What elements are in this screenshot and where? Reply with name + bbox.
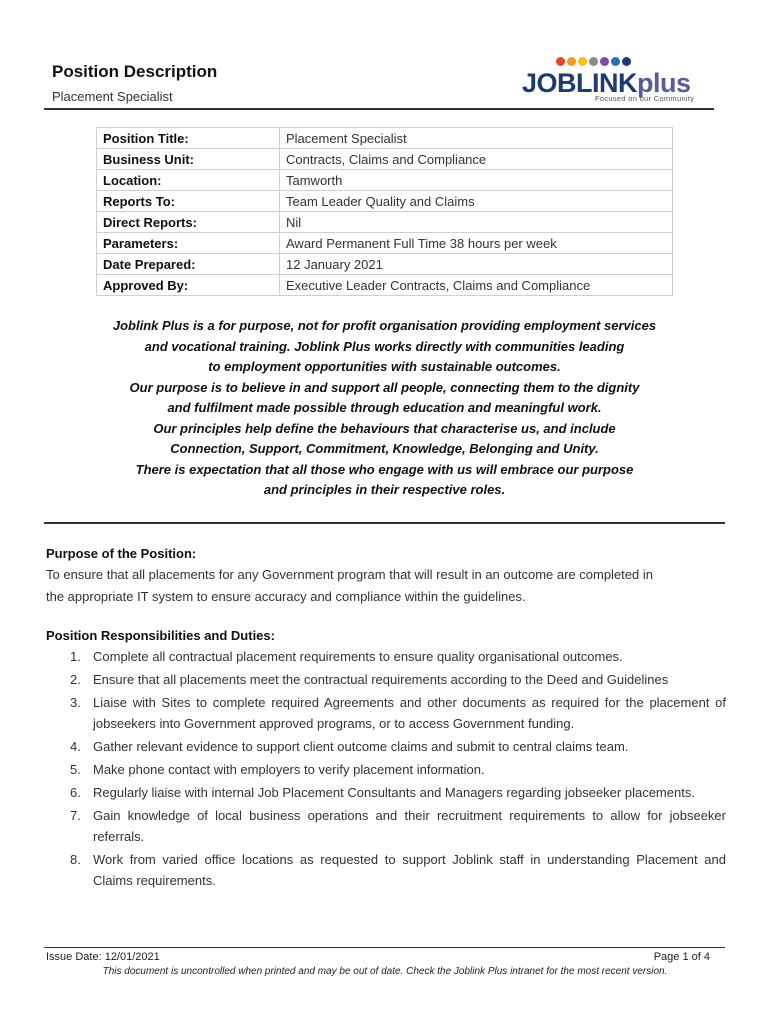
page-subtitle: Placement Specialist xyxy=(52,89,173,104)
footer-disclaimer: This document is uncontrolled when printed and may be out of date. Check the Joblink Plus intranet for the most recent version. xyxy=(102,966,668,977)
list-item-text: Complete all contractual placement requirements to ensure quality organisational outcomes. xyxy=(93,649,623,664)
list-item-number: 5. xyxy=(70,762,81,777)
list-item-text: Liaise with Sites to complete required Agreements and other documents as required for the placement of jobseekers into Government approved programs, or to access Government funding. xyxy=(93,695,726,731)
list-item-text: Gain knowledge of local business operations and their recruitment requirements to allow for jobseeker referrals. xyxy=(93,808,726,844)
statement-line: and principles in their respective roles. xyxy=(263,482,506,497)
info-label: Parameters: xyxy=(97,233,280,254)
statement-line: Our principles help define the behaviours that characterise us, and include xyxy=(153,420,616,436)
page-title: Position Description xyxy=(52,62,218,81)
list-item xyxy=(46,805,726,847)
logo-dot xyxy=(556,57,565,66)
logo-dot xyxy=(611,57,620,66)
list-item xyxy=(46,782,726,803)
list-item-text: Make phone contact with employers to verify placement information. xyxy=(93,762,485,777)
table-row xyxy=(97,191,673,212)
list-item xyxy=(46,692,726,734)
info-label: Business Unit: xyxy=(97,149,280,170)
purpose-heading: Purpose of the Position: xyxy=(46,546,197,561)
info-value: Tamworth xyxy=(280,170,673,191)
info-label: Location: xyxy=(97,170,280,191)
purpose-line: the appropriate IT system to ensure accuracy and compliance within the guidelines. xyxy=(46,589,526,604)
info-value: 12 January 2021 xyxy=(280,254,673,275)
footer-page-number: Page 1 of 4 xyxy=(653,951,710,963)
table-row xyxy=(97,212,673,233)
info-value: Executive Leader Contracts, Claims and Compliance xyxy=(280,275,673,296)
list-item-number: 3. xyxy=(70,695,81,710)
list-item xyxy=(46,669,726,690)
list-item-text: Work from varied office locations as requested to support Joblink staff in understanding Placement and Claims requirements. xyxy=(93,852,726,888)
list-item-number: 2. xyxy=(70,672,81,687)
responsibilities-list xyxy=(46,646,726,891)
footer-divider xyxy=(44,947,725,948)
statement-line: Joblink Plus is a for purpose, not for profit organisation providing employment services xyxy=(112,318,657,333)
logo-dot xyxy=(600,57,609,66)
table-row xyxy=(97,233,673,254)
info-label: Reports To: xyxy=(97,191,280,212)
info-value: Award Permanent Full Time 38 hours per week xyxy=(280,233,673,254)
list-item-text: Regularly liaise with internal Job Placement Consultants and Managers regarding jobseeker placements. xyxy=(93,785,695,800)
header-divider xyxy=(44,108,714,110)
statement-line: to employment opportunities with sustainable outcomes. xyxy=(208,359,561,374)
info-value: Nil xyxy=(280,212,673,233)
table-row xyxy=(97,149,673,170)
table-row xyxy=(97,275,673,296)
info-value: Team Leader Quality and Claims xyxy=(280,191,673,212)
responsibilities-heading: Position Responsibilities and Duties: xyxy=(46,628,275,643)
joblink-plus-logo xyxy=(520,57,710,105)
info-label: Approved By: xyxy=(97,275,280,296)
statement-line: There is expectation that all those who engage with us will embrace our purpose xyxy=(135,461,634,477)
logo-dot xyxy=(578,57,587,66)
table-row xyxy=(97,254,673,275)
info-label: Position Title: xyxy=(97,128,280,149)
purpose-paragraph xyxy=(46,564,726,608)
logo-dot xyxy=(567,57,576,66)
info-label: Date Prepared: xyxy=(97,254,280,275)
logo-dots xyxy=(556,57,631,66)
list-item-number: 4. xyxy=(70,739,81,754)
purpose-line: To ensure that all placements for any Government program that will result in an outcome are completed in xyxy=(46,567,653,582)
info-value: Placement Specialist xyxy=(280,128,673,149)
table-row xyxy=(97,170,673,191)
list-item-number: 7. xyxy=(70,808,81,823)
list-item-number: 1. xyxy=(70,649,81,664)
info-label: Direct Reports: xyxy=(97,212,280,233)
list-item-text: Gather relevant evidence to support client outcome claims and submit to central claims team. xyxy=(93,739,629,754)
logo-brand-plus: plus xyxy=(637,68,691,98)
statement-line: Connection, Support, Commitment, Knowledge, Belonging and Unity. xyxy=(170,441,599,456)
statement-line: and fulfilment made possible through education and meaningful work. xyxy=(167,400,602,415)
list-item xyxy=(46,759,726,780)
table-row xyxy=(97,128,673,149)
list-item xyxy=(46,849,726,891)
list-item-text: Ensure that all placements meet the contractual requirements according to the Deed and Guidelines xyxy=(93,672,669,687)
statement-line: and vocational training. Joblink Plus works directly with communities leading xyxy=(144,338,625,354)
position-info-table xyxy=(96,127,673,296)
footer-issue-date: Issue Date: 12/01/2021 xyxy=(46,951,160,963)
info-value: Contracts, Claims and Compliance xyxy=(280,149,673,170)
logo-dot xyxy=(589,57,598,66)
logo-brand-main: JOBLINK xyxy=(522,68,638,98)
list-item-number: 8. xyxy=(70,852,81,867)
statement-line: Our purpose is to believe in and support all people, connecting them to the dignity xyxy=(129,379,640,395)
list-item xyxy=(46,736,726,757)
logo-dot xyxy=(622,57,631,66)
section-divider xyxy=(44,522,725,524)
logo-tagline: Focused on our Community xyxy=(595,94,695,103)
list-item xyxy=(46,646,726,667)
purpose-statement xyxy=(96,316,673,501)
list-item-number: 6. xyxy=(70,785,81,800)
